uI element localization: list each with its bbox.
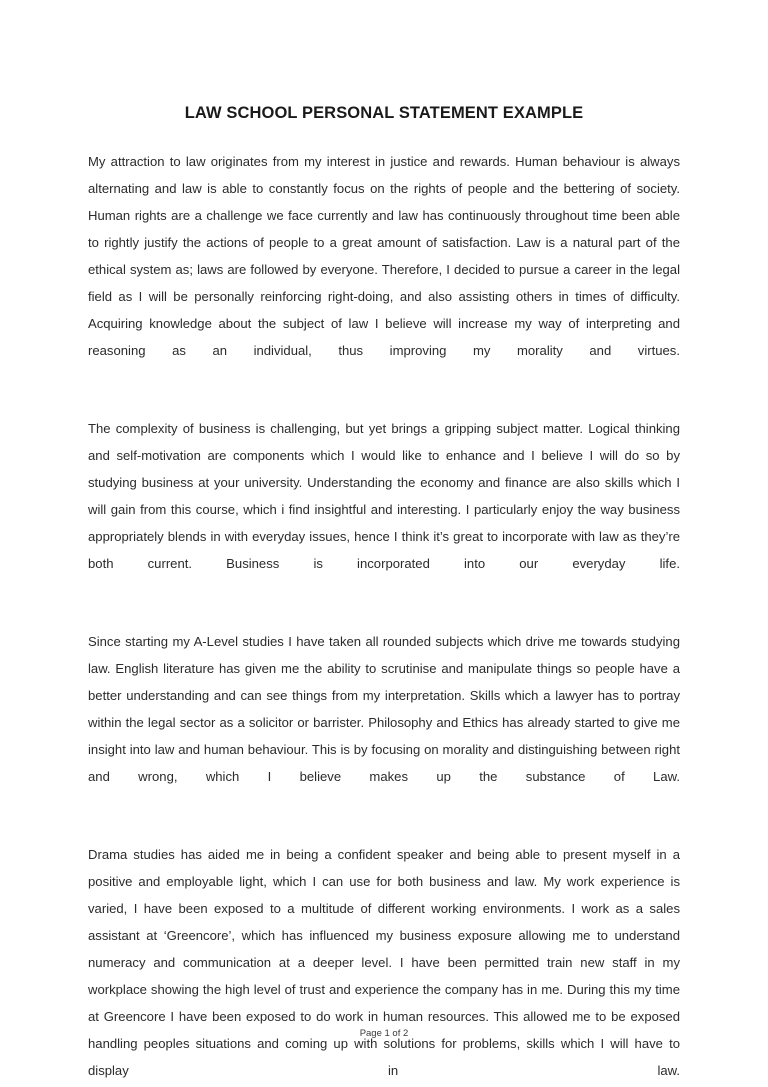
paragraph-4: Drama studies has aided me in being a confident speaker and being able to present myself in a positive and employable light, which I can use for both business and law. My work experience is varied, I have been exposed to a multitude of different working environments. I work as a sales assistant at ‘Greencore’, which has influenced my business exposure allowing me to understand numeracy and communication at a deeper level. I have been permitted train new staff in my workplace showing the high level of trust and experience the company has in me. During this my time at Greencore I have been exposed to do work in human resources. This allowed me to be exposed handling peoples situations and coming up with solutions for problems, skills which I will have to display in law. (88, 847, 680, 1078)
document-body (88, 148, 680, 1087)
page-title: LAW SCHOOL PERSONAL STATEMENT EXAMPLE (184, 104, 584, 123)
paragraph-1: My attraction to law originates from my interest in justice and rewards. Human behaviour is always alternating and law is able to constantly focus on the rights of people and the bettering of society. Human rights are a challenge we face currently and law has continuously throughout time been able to rightly justify the actions of people to a great amount of satisfaction. Law is a natural part of the ethical system as; laws are followed by everyone. Therefore, I decided to pursue a career in the legal field as I will be personally reinforcing right-doing, and also assisting others in times of difficulty. Acquiring knowledge about the subject of law I believe will increase my way of interpreting and reasoning as an individual, thus improving my morality and virtues. (88, 154, 680, 358)
paragraph-2: The complexity of business is challenging, but yet brings a gripping subject matter. Logical thinking and self-motivation are components which I would like to enhance and I believe I will do so by studying business at your university. Understanding the economy and finance are also skills which I will gain from this course, which i find insightful and interesting. I particularly enjoy the way business appropriately blends in with everyday issues, hence I think it’s great to incorporate with law as they’re both current. Business is incorporated into our everyday life. (88, 421, 680, 571)
page-footer: Page 1 of 2 (359, 1028, 409, 1039)
paragraph-3: Since starting my A-Level studies I have taken all rounded subjects which drive me towards studying law. English literature has given me the ability to scrutinise and manipulate things so people have a better understanding and can see things from my interpretation. Skills which a lawyer has to portray within the legal sector as a solicitor or barrister. Philosophy and Ethics has already started to give me insight into law and human behaviour. This is by focusing on morality and distinguishing between right and wrong, which I believe makes up the substance of Law. (88, 634, 680, 784)
